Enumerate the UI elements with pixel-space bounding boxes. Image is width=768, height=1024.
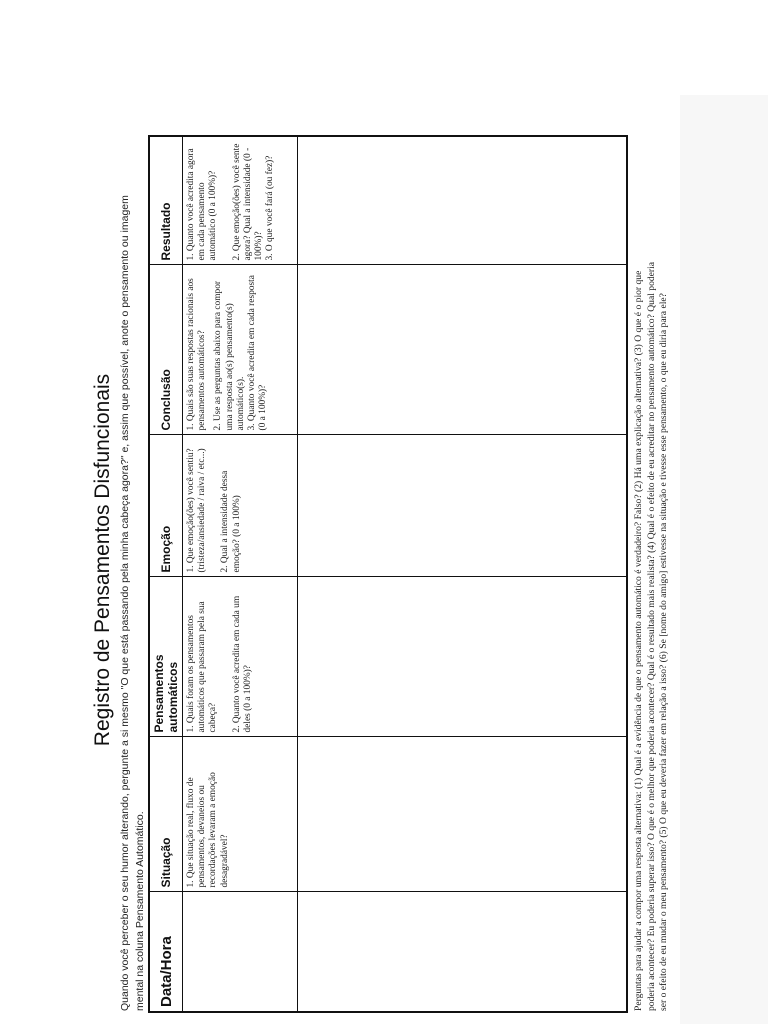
cell-datetime-prompt[interactable] — [183, 892, 298, 1012]
cell-conclusion-entry[interactable] — [298, 265, 628, 435]
cell-emotion-entry[interactable] — [298, 435, 628, 577]
header-situacao: Situação — [149, 737, 183, 892]
cell-conclusion-prompt[interactable] — [183, 265, 298, 435]
thoughts-question-1: 1. Quais foram os pensamentos automáticos que passaram pela sua cabeça? — [186, 601, 219, 733]
conclusion-question-1: 1. Quais são suas respostas racionais aos pensamentos automáticos? — [186, 278, 208, 431]
header-emocao: Emoção — [149, 435, 183, 577]
scan-page-edge — [680, 95, 768, 1024]
footer-line-2: poderia acontecer? Eu poderia superar isso? O que é o melhor que poderia acontecer? Qual é o resultado mais realista? (4) Qual é o efeito de eu acreditar no pensamento automático? Qual poderia — [645, 261, 657, 1011]
footer-line-3: ser o efeito de eu mudar o meu pensamento? (5) O que eu deveria fazer em relação a isso? (6) Se [nome do amigo] estivesse na situação e tivesse esse pensamento, o que eu diria para ele? — [658, 293, 669, 1011]
cell-thoughts-prompt[interactable] — [183, 577, 298, 737]
cell-emotion-prompt[interactable] — [183, 435, 298, 577]
footer-line-1: Perguntas para ajudar a compor uma resposta alternativa: (1) Qual é a evidência de que o pensamento automático é verdadeiro? Falso? (2) Há uma explicação alternativa? (3) O que é o pior que — [633, 270, 644, 1011]
result-question-3: 3. O que você fará (ou fez)? — [265, 155, 276, 261]
footer-questions — [633, 111, 671, 1011]
cell-result-entry[interactable] — [298, 136, 628, 265]
thought-record-table — [148, 135, 628, 1013]
conclusion-question-3: 3. Quanto você acredita em cada resposta (0 a 100%)? — [247, 275, 269, 431]
thoughts-question-2: 2. Quanto você acredita em cada um deles (0 a 100%)? — [231, 595, 253, 733]
table-row — [298, 136, 628, 1012]
table-row — [183, 136, 298, 1012]
emotion-question-1: 1. Que emoção(ões) você sentiu? (tristeza/ansiedade / raiva / etc...) — [186, 448, 208, 573]
intro-line-2: mental na coluna Pensamento Automático. — [134, 811, 146, 1011]
header-data-hora: Data/Hora — [149, 892, 183, 1012]
cell-situation-prompt[interactable] — [183, 737, 298, 892]
header-resultado: Resultado — [149, 136, 183, 265]
cell-result-prompt[interactable] — [183, 136, 298, 265]
cell-thoughts-entry[interactable] — [298, 577, 628, 737]
header-conclusao: Conclusão — [149, 265, 183, 435]
emotion-question-2: 2. Qual a intensidade dessa emoção? (0 a 100%) — [220, 470, 242, 573]
rotated-worksheet-page — [90, 105, 680, 1015]
intro-line-1: Quando você perceber o seu humor alterando, pergunte a si mesmo "O que está passando pela minha cabeça agora?" e, assim que possível, anote o pensamento ou imagem — [119, 195, 131, 1011]
conclusion-question-2: 2. Use as perguntas abaixo para compor uma resposta ao(s) pensamento(s) automático(s). — [213, 280, 246, 431]
cell-datetime-entry[interactable] — [298, 892, 628, 1012]
situation-question-1: 1. Que situação real, fluxo de pensamentos, devaneios ou recordações levaram a emoção desagradável? — [186, 772, 230, 888]
cell-situation-entry[interactable] — [298, 737, 628, 892]
table-header-row — [149, 136, 183, 1012]
header-pensamentos-automaticos: Pensamentos automáticos — [149, 577, 183, 737]
intro-instructions — [118, 131, 148, 1011]
result-question-1: 1. Quanto você acredita agora em cada pensamento automático (0 a 100%)? — [186, 148, 219, 261]
document-title: Registro de Pensamentos Disfuncionais — [91, 373, 114, 747]
result-question-2: 2. Que emoção(ões) você sente agora? Qual a intensidade (0 - 100%)? — [231, 143, 265, 261]
